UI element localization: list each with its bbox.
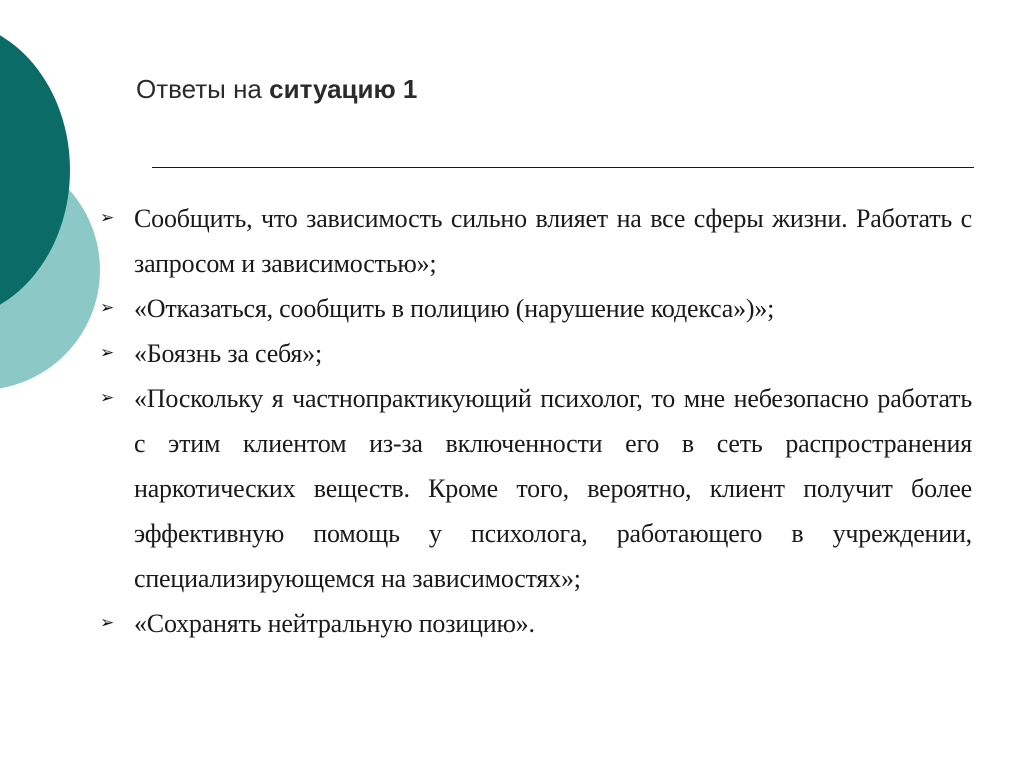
list-item-text: «Отказаться, сообщить в полицию (нарушение кодекса»)»; <box>134 294 775 323</box>
list-item <box>100 331 972 376</box>
answers-list <box>100 196 972 646</box>
title-bold-text: ситуацию 1 <box>269 74 418 104</box>
arrow-bullet-icon: ➢ <box>100 208 115 228</box>
list-item <box>100 376 972 601</box>
list-item <box>100 601 972 646</box>
list-item-text: «Поскольку я частнопрактикующий психолог, то мне небезопасно работать с этим клиентом из-за включенности его в сеть распространения наркотических веществ. Кроме того, вероятно, клиент получит более эффективную помощь у психолога, работающего в учреждении, специализирующемся на зависимостях»; <box>134 384 972 593</box>
arrow-bullet-icon: ➢ <box>100 388 115 408</box>
list-item-text: «Боязнь за себя»; <box>134 339 323 368</box>
arrow-bullet-icon: ➢ <box>100 613 115 633</box>
list-item-text: «Сохранять нейтральную позицию». <box>134 609 535 638</box>
list-item <box>100 286 972 331</box>
list-item-text: Сообщить, что зависимость сильно влияет на все сферы жизни. Работать с запросом и зависимостью»; <box>134 204 972 278</box>
title-normal-text: Ответы на <box>136 74 270 104</box>
arrow-bullet-icon: ➢ <box>100 343 115 363</box>
slide-title <box>136 74 417 105</box>
title-divider <box>152 167 974 168</box>
arrow-bullet-icon: ➢ <box>100 298 115 318</box>
list-item <box>100 196 972 286</box>
